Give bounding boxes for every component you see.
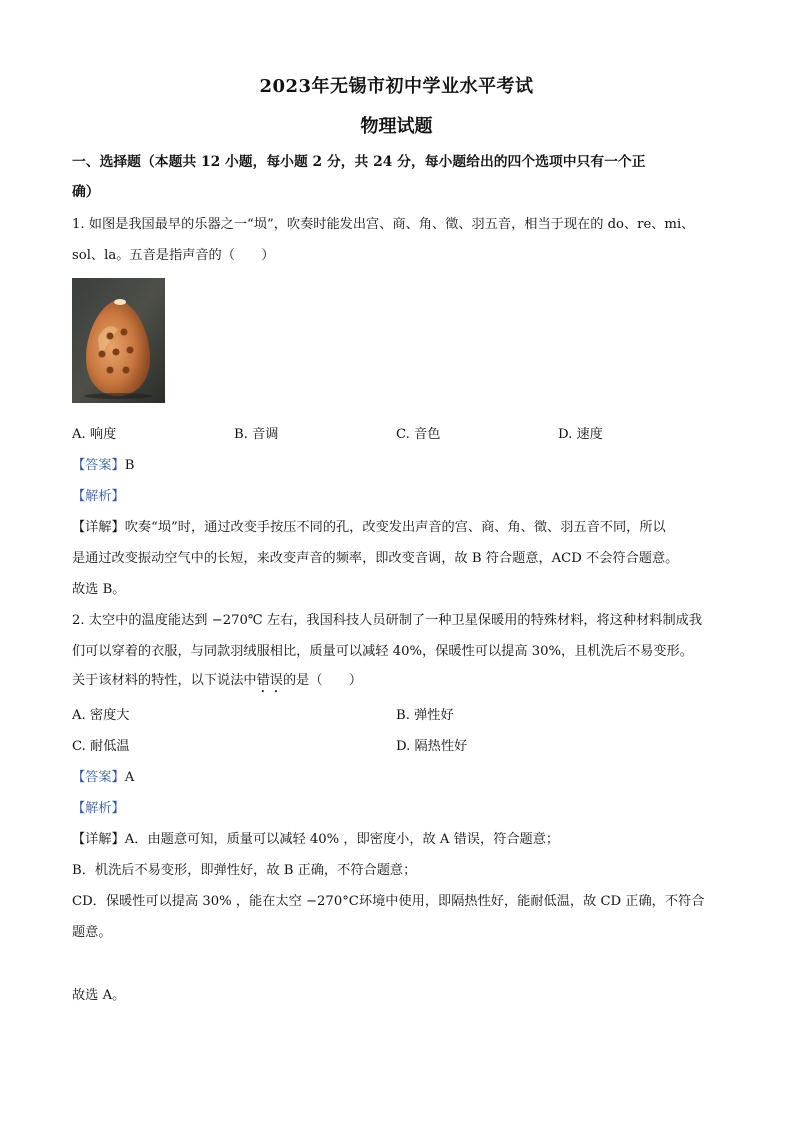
q2-stem-line1: 2. 太空中的温度能达到 −270℃ 左右，我国科技人员研制了一种卫星保暖用的特殊材料，将这种材料制成我 (72, 613, 703, 628)
q1-option-a: A. 响度 (72, 427, 117, 442)
section-heading-line2: 确） (72, 184, 100, 200)
q2-stem-emphasis: 错误 (256, 673, 283, 688)
q2-option-b: B. 弹性好 (396, 708, 454, 723)
q1-detail-text1: 吹奏“埙”时，通过改变手按压不同的孔，改变发出声音的宫、商、角、徵、羽五音不同，所以 (124, 520, 666, 535)
q2-detail-cd-line1: CD．保暖性可以提高 30% ，能在太空 −270°C环境中使用，即隔热性好，能耐低温，故 CD 正确，不符合 (72, 894, 705, 909)
q2-analysis-tag: 【解析】 (72, 801, 125, 816)
q2-stem-pre: 关于该材料的特性，以下说法中 (72, 673, 257, 688)
q1-detail-line1 (72, 516, 666, 535)
q2-option-c: C. 耐低温 (72, 739, 130, 754)
q2-detail-a-text: A．由题意可知，质量可以减轻 40% ，即密度小，故 A 错误，符合题意； (124, 832, 560, 847)
q1-option-d: D. 速度 (558, 427, 603, 442)
q1-option-b: B. 音调 (234, 427, 279, 442)
q1-conclusion: 故选 B。 (72, 582, 126, 597)
q1-answer (72, 454, 134, 473)
q2-answer (72, 766, 134, 785)
q2-detail-cd-line2: 题意。 (72, 925, 112, 940)
q2-detail-b: B．机洗后不易变形，即弹性好，故 B 正确，不符合题意； (72, 863, 417, 878)
q2-conclusion: 故选 A。 (72, 988, 126, 1003)
xun-ocarina-photo (72, 278, 165, 403)
page-subtitle: 物理试题 (360, 116, 433, 137)
q2-detail-tag: 【详解】 (72, 832, 125, 847)
page-title: 2023年无锡市初中学业水平考试 (259, 76, 534, 97)
q1-answer-tag: 【答案】 (72, 458, 125, 473)
q2-option-d: D. 隔热性好 (396, 739, 468, 754)
section-heading-line1: 一、选择题（本题共 12 小题，每小题 2 分，共 24 分，每小题给出的四个选项中只有一个正 (72, 154, 646, 170)
q1-detail-line2: 是通过改变振动空气中的长短，来改变声音的频率，即改变音调，故 B 符合题意，ACD 不会符合题意。 (72, 551, 679, 566)
q1-detail-tag: 【详解】 (72, 520, 125, 535)
q1-stem-line1: 1. 如图是我国最早的乐器之一“埙”，吹奏时能发出宫、商、角、徵、羽五音，相当于现在的 do、re、mi、 (72, 217, 695, 232)
q2-stem-line2: 们可以穿着的衣服，与同款羽绒服相比，质量可以减轻 40%，保暖性可以提高 30%，且机洗后不易变形。 (72, 644, 693, 659)
q2-stem-line3 (72, 669, 362, 696)
q2-option-a: A. 密度大 (72, 708, 130, 723)
q2-answer-tag: 【答案】 (72, 770, 125, 785)
q2-answer-value: A (124, 770, 135, 785)
q1-stem-line2: sol、la。五音是指声音的（ ） (72, 248, 275, 263)
q1-option-c: C. 音色 (396, 427, 441, 442)
q1-answer-value: B (124, 458, 135, 473)
q1-analysis-tag: 【解析】 (72, 489, 125, 504)
q2-detail-a (72, 828, 559, 847)
q2-stem-post: 的是（ ） (283, 673, 363, 688)
